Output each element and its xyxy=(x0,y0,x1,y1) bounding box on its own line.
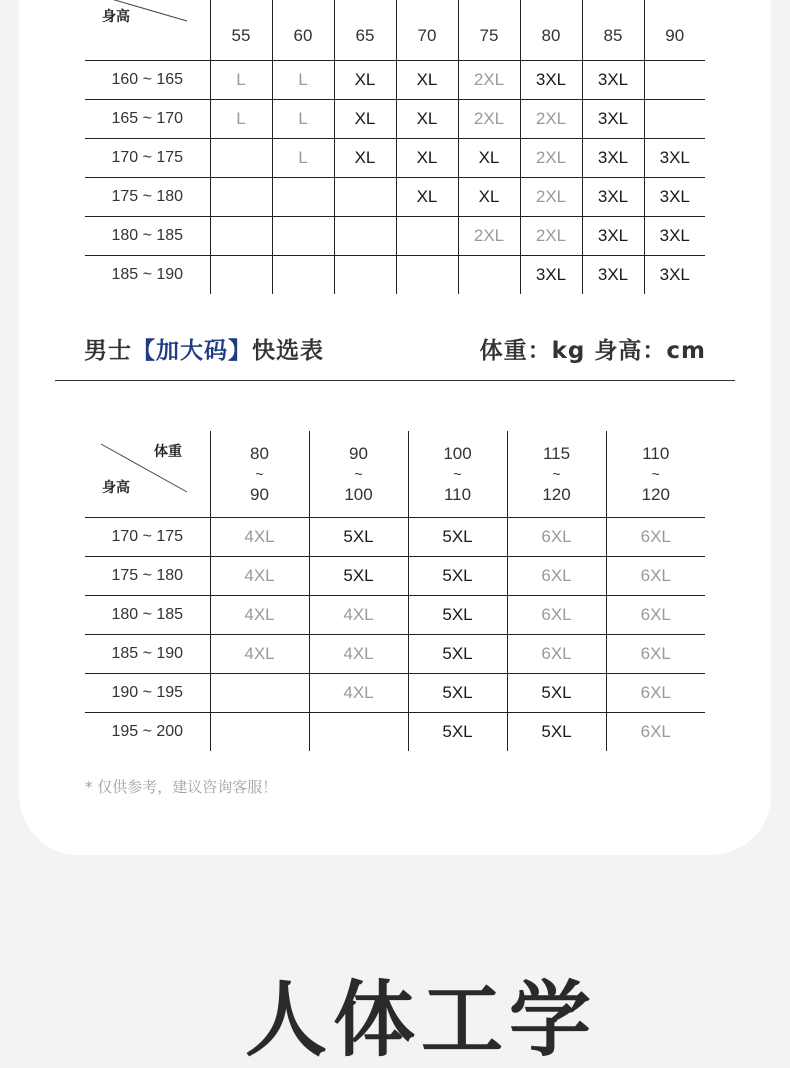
size-cell: 6XL xyxy=(606,557,705,596)
size-cell xyxy=(644,61,705,100)
ergonomics-section-title: 人体工学 xyxy=(245,973,598,1068)
size-cell: XL xyxy=(396,178,458,217)
size-cell: 6XL xyxy=(606,635,705,674)
weight-range-part: 90 xyxy=(250,485,269,504)
size-cell: 2XL xyxy=(520,139,582,178)
weight-range-part: ~ xyxy=(354,466,363,482)
weight-axis-label: 体重 xyxy=(154,443,182,459)
size-cell: L xyxy=(210,61,272,100)
size-cell: XL xyxy=(396,100,458,139)
size-cell: L xyxy=(272,139,334,178)
size-cell: 3XL xyxy=(520,61,582,100)
table-row xyxy=(85,557,705,596)
height-range-cell: 180 ~ 185 xyxy=(85,217,210,256)
size-cell: L xyxy=(272,100,334,139)
size-cell: 6XL xyxy=(606,596,705,635)
size-cell xyxy=(210,713,309,752)
size-cell: XL xyxy=(334,139,396,178)
table-row xyxy=(85,100,705,139)
size-cell xyxy=(210,217,272,256)
size-cell: 3XL xyxy=(582,178,644,217)
size-cell: XL xyxy=(334,100,396,139)
size-cell: 5XL xyxy=(507,674,606,713)
size-cell: 6XL xyxy=(507,557,606,596)
weight-range-header xyxy=(606,431,705,518)
size-cell: 5XL xyxy=(507,713,606,752)
size-cell xyxy=(210,139,272,178)
size-cell: 5XL xyxy=(408,635,507,674)
table-row xyxy=(85,674,705,713)
weight-range-part: 120 xyxy=(542,485,571,504)
size-cell: XL xyxy=(334,61,396,100)
weight-range-part: 115 xyxy=(542,444,571,463)
size-cell: 5XL xyxy=(408,518,507,557)
size-cell xyxy=(272,256,334,295)
weight-range-header xyxy=(210,431,309,518)
size-cell: XL xyxy=(396,139,458,178)
size-cell: 4XL xyxy=(210,557,309,596)
size-cell: XL xyxy=(458,139,520,178)
size-cell xyxy=(334,178,396,217)
weight-range-header xyxy=(507,431,606,518)
section-divider xyxy=(55,380,735,381)
weight-range-part: 120 xyxy=(641,485,670,504)
weight-range-part: 110 xyxy=(642,444,670,463)
height-range-cell: 165 ~ 170 xyxy=(85,100,210,139)
size-cell xyxy=(272,217,334,256)
table-row xyxy=(85,61,705,100)
size-cell xyxy=(396,217,458,256)
diagonal-header-cell xyxy=(85,431,210,518)
size-cell xyxy=(210,178,272,217)
size-cell: 3XL xyxy=(644,139,705,178)
weight-range-part: ~ xyxy=(453,466,462,482)
table-row xyxy=(85,518,705,557)
size-cell: 4XL xyxy=(309,674,408,713)
size-cell: 2XL xyxy=(458,217,520,256)
size-table-plus xyxy=(85,431,705,751)
weight-range-header xyxy=(309,431,408,518)
size-cell: 4XL xyxy=(210,518,309,557)
height-range-cell: 180 ~ 185 xyxy=(85,596,210,635)
height-range-cell: 195 ~ 200 xyxy=(85,713,210,752)
size-cell: 4XL xyxy=(210,596,309,635)
height-range-cell: 190 ~ 195 xyxy=(85,674,210,713)
size-cell xyxy=(458,256,520,295)
height-range-cell: 185 ~ 190 xyxy=(85,256,210,295)
size-cell xyxy=(644,100,705,139)
weight-range-part: 110 xyxy=(443,485,472,504)
size-cell: 2XL xyxy=(458,61,520,100)
size-cell: 6XL xyxy=(606,674,705,713)
size-cell: 3XL xyxy=(582,100,644,139)
size-cell xyxy=(309,713,408,752)
weight-range-part: 100 xyxy=(344,485,373,504)
table-row xyxy=(85,635,705,674)
weight-value: 75 xyxy=(479,26,499,45)
size-cell: 6XL xyxy=(507,596,606,635)
height-range-cell: 160 ~ 165 xyxy=(85,61,210,100)
size-cell: XL xyxy=(458,178,520,217)
size-cell: 5XL xyxy=(408,713,507,752)
table-row xyxy=(85,139,705,178)
weight-range-part: 80 xyxy=(250,444,269,463)
table-row xyxy=(85,256,705,295)
diagonal-divider xyxy=(85,431,210,517)
size-cell: 3XL xyxy=(644,217,705,256)
weight-header-cell xyxy=(210,0,272,61)
table-header-row xyxy=(85,431,705,518)
size-cell: 3XL xyxy=(582,217,644,256)
weight-header-cell xyxy=(458,0,520,61)
weight-header-cell xyxy=(582,0,644,61)
weight-header-cell xyxy=(644,0,705,61)
size-cell: XL xyxy=(396,61,458,100)
size-cell xyxy=(334,217,396,256)
weight-value: 85 xyxy=(603,26,623,45)
table-row xyxy=(85,596,705,635)
weight-header-cell xyxy=(272,0,334,61)
size-cell: 5XL xyxy=(309,518,408,557)
size-table-standard xyxy=(85,0,705,294)
weight-range-part: 90 xyxy=(349,444,368,463)
size-cell xyxy=(334,256,396,295)
weight-value: 55 xyxy=(231,26,251,45)
height-range-cell: 185 ~ 190 xyxy=(85,635,210,674)
size-cell: 2XL xyxy=(520,100,582,139)
height-range-cell: 170 ~ 175 xyxy=(85,139,210,178)
size-cell: 6XL xyxy=(507,518,606,557)
units-label: 体重：kg 身高：cm xyxy=(479,338,706,364)
size-cell: 6XL xyxy=(606,518,705,557)
weight-range-part: ~ xyxy=(651,466,660,482)
size-cell: 3XL xyxy=(582,139,644,178)
weight-range-header xyxy=(408,431,507,518)
size-cell: 3XL xyxy=(582,256,644,295)
height-range-cell: 175 ~ 180 xyxy=(85,178,210,217)
size-cell: 4XL xyxy=(309,596,408,635)
weight-value: 65 xyxy=(355,26,375,45)
weight-value: 70 xyxy=(417,26,437,45)
size-cell: 4XL xyxy=(309,635,408,674)
size-cell: 2XL xyxy=(520,178,582,217)
size-cell: 5XL xyxy=(408,557,507,596)
reference-note: * 仅供参考，建议咨询客服！ xyxy=(85,778,278,796)
size-cell xyxy=(210,674,309,713)
height-axis-label: 身高 xyxy=(102,8,130,24)
diagonal-header-cell xyxy=(85,0,210,61)
size-cell xyxy=(396,256,458,295)
weight-value: 80 xyxy=(541,26,561,45)
size-cell xyxy=(272,178,334,217)
size-cell: 5XL xyxy=(408,674,507,713)
size-cell: 3XL xyxy=(520,256,582,295)
size-cell xyxy=(210,256,272,295)
size-cell: 2XL xyxy=(520,217,582,256)
weight-range-part: ~ xyxy=(255,466,264,482)
size-cell: 6XL xyxy=(606,713,705,752)
size-cell: 3XL xyxy=(644,256,705,295)
size-cell: 6XL xyxy=(507,635,606,674)
weight-header-cell xyxy=(396,0,458,61)
table-row xyxy=(85,713,705,752)
weight-value: 90 xyxy=(665,26,685,45)
height-axis-label: 身高 xyxy=(102,479,130,495)
weight-range-part: ~ xyxy=(552,466,561,482)
size-cell: 2XL xyxy=(458,100,520,139)
height-range-cell: 170 ~ 175 xyxy=(85,518,210,557)
weight-range-part: 100 xyxy=(443,444,472,463)
size-cell: 4XL xyxy=(210,635,309,674)
table-row xyxy=(85,178,705,217)
table-header-row xyxy=(85,0,705,61)
size-cell: 5XL xyxy=(309,557,408,596)
weight-header-cell xyxy=(520,0,582,61)
plus-size-section-title: 男士【加大码】快选表 xyxy=(84,338,324,364)
size-cell: L xyxy=(272,61,334,100)
weight-value: 60 xyxy=(293,26,313,45)
size-cell: 3XL xyxy=(644,178,705,217)
table-row xyxy=(85,217,705,256)
plus-size-accent-label: 【加大码】 xyxy=(132,338,252,364)
size-cell: L xyxy=(210,100,272,139)
size-cell: 5XL xyxy=(408,596,507,635)
size-cell: 3XL xyxy=(582,61,644,100)
weight-header-cell xyxy=(334,0,396,61)
height-range-cell: 175 ~ 180 xyxy=(85,557,210,596)
